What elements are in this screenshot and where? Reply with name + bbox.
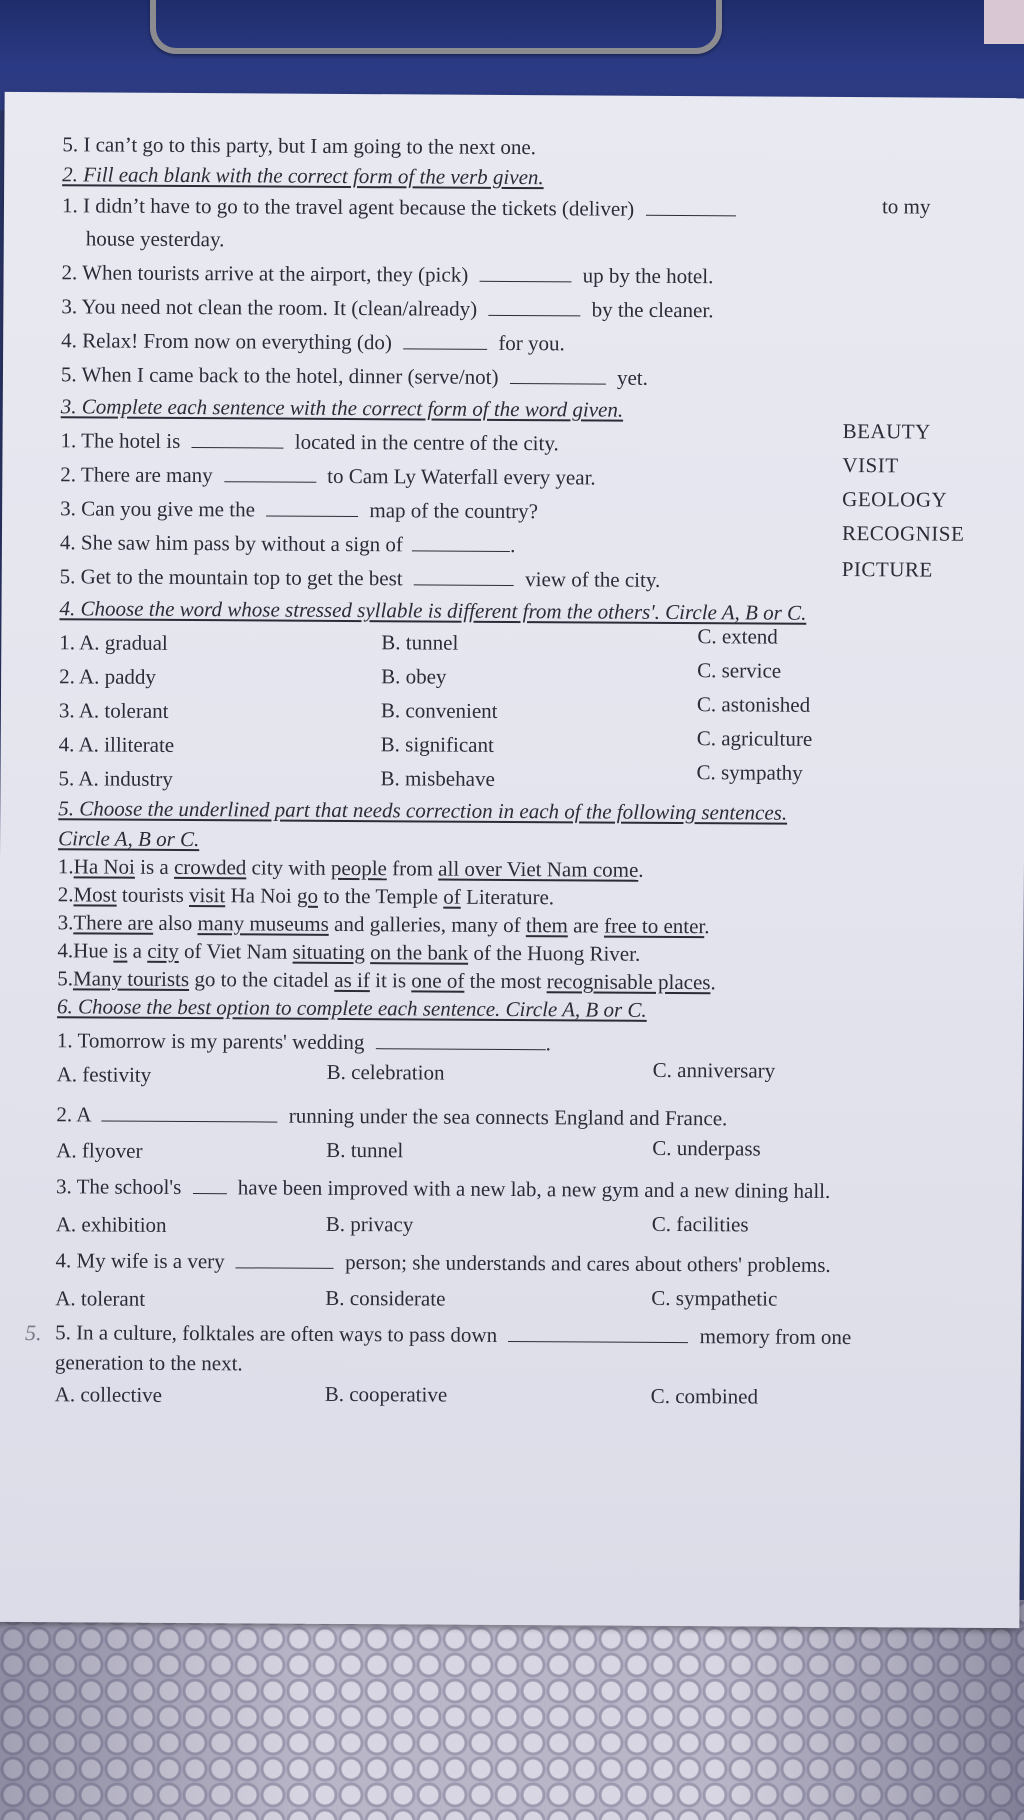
sec4-item-1-c[interactable]: C. extend (697, 624, 778, 649)
underlined-part[interactable]: go (296, 883, 319, 908)
sec2-item-1: 1. I didn’t have to go to the travel agent because the tickets (deliver) (62, 193, 736, 222)
sec6-q2-option-b[interactable]: B. tunnel (326, 1137, 404, 1163)
sec6-q5-cont: generation to the next. (54, 1350, 243, 1376)
word-given-2: VISIT (842, 453, 899, 478)
sec6-q3: 3. The school's have been improved with a new lab, a new gym and a new dining hall. (55, 1174, 831, 1203)
sec4-item-2-a[interactable]: 2. A. paddy (59, 664, 157, 689)
sec4-item-4-c[interactable]: C. agriculture (696, 726, 813, 751)
sec4-item-3-a[interactable]: 3. A. tolerant (58, 698, 169, 723)
underlined-part[interactable]: them (525, 913, 568, 938)
sec6-q4: 4. My wife is a very person; she understands and cares about others' problems. (55, 1248, 831, 1277)
underlined-part[interactable]: visit (188, 883, 226, 908)
section-3-heading: 3. Complete each sentence with the correct form of the word given. (60, 394, 624, 422)
sec6-q5-option-a[interactable]: A. collective (54, 1382, 163, 1407)
sec4-item-4-b[interactable]: B. significant (380, 732, 494, 757)
underlined-part[interactable]: Ha Noi (73, 854, 136, 879)
word-given-4: RECOGNISE (841, 521, 965, 546)
worksheet-paper (0, 92, 1024, 1628)
sec4-item-1-b[interactable]: B. tunnel (381, 630, 459, 655)
sec3-item-3: 3. Can you give me the map of the country? (60, 496, 539, 524)
underlined-part[interactable]: as if (334, 967, 370, 993)
underlined-part[interactable]: There are (73, 910, 154, 935)
section-5-heading: 5. Choose the underlined part that needs correction in each of the following sentences. (58, 796, 788, 825)
answer-blank[interactable] (102, 1102, 278, 1122)
underlined-part[interactable]: one of (411, 968, 465, 993)
sec6-q4-option-a[interactable]: A. tolerant (55, 1286, 146, 1311)
sec3-item-5: 5. Get to the mountain top to get the best view of the city. (59, 564, 661, 592)
sec6-q2-option-c[interactable]: C. underpass (652, 1135, 761, 1161)
answer-blank[interactable] (414, 566, 514, 586)
sec6-q5-option-c[interactable]: C. combined (650, 1383, 759, 1409)
underlined-part[interactable]: people (330, 855, 387, 881)
underlined-part[interactable]: of (443, 884, 461, 909)
answer-blank[interactable] (266, 497, 358, 517)
sec2-item-2: 2. When tourists arrive at the airport, they (pick) up by the hotel. (61, 260, 714, 289)
sec6-q1-option-b[interactable]: B. celebration (326, 1059, 445, 1085)
sec6-q1: 1. Tomorrow is my parents' wedding . (56, 1028, 552, 1056)
underlined-part[interactable]: all over Viet Nam come (438, 856, 639, 882)
underlined-part[interactable]: recognisable places (546, 969, 711, 995)
section-5-heading-cont: Circle A, B or C. (58, 826, 200, 852)
underlined-part[interactable]: many museums (197, 911, 329, 936)
sec2-item-1-cont: house yesterday. (85, 226, 225, 252)
answer-blank[interactable] (510, 365, 606, 385)
sec6-q5: 5. In a culture, folktales are often ways to pass down memory from one (55, 1320, 852, 1350)
underlined-part[interactable]: on the bank (370, 940, 469, 965)
sec3-item-2: 2. There are many to Cam Ly Waterfall every year. (60, 462, 596, 490)
answer-blank[interactable] (645, 197, 735, 217)
answer-blank[interactable] (479, 263, 571, 283)
underlined-part[interactable]: crowded (173, 854, 247, 880)
word-given-3: GEOLOGY (842, 487, 948, 512)
word-given-5: PICTURE (841, 557, 933, 582)
intro-line: 5. I can’t go to this party, but I am going to the next one. (62, 132, 537, 160)
sec4-item-5-b[interactable]: B. misbehave (380, 766, 495, 791)
sec4-item-2-b[interactable]: B. obey (381, 664, 447, 689)
sec6-q3-option-b[interactable]: B. privacy (325, 1211, 414, 1237)
worksheet-content (25, 132, 1022, 1409)
underlined-part[interactable]: Most (73, 882, 117, 907)
sec3-item-1: 1. The hotel is located in the centre of the city. (60, 428, 559, 456)
sec5-sentence-3: 3.There are also many museums and galleries, many of them are free to enter. (57, 910, 710, 939)
sec6-q1-option-c[interactable]: C. anniversary (652, 1057, 776, 1083)
section-2-heading: 2. Fill each blank with the correct form of the verb given. (62, 162, 544, 190)
sec6-q5-option-b[interactable]: B. cooperative (324, 1381, 448, 1407)
sec3-item-4: 4. She saw him pass by without a sign of . (59, 530, 516, 558)
sec6-q4-option-b[interactable]: B. considerate (325, 1285, 446, 1311)
answer-blank[interactable] (508, 1323, 688, 1343)
answer-blank[interactable] (224, 463, 316, 483)
sec2-item-3: 3. You need not clean the room. It (clean/already) by the cleaner. (61, 294, 714, 323)
sec4-item-2-c[interactable]: C. service (697, 658, 782, 683)
underlined-part[interactable]: city (147, 938, 179, 963)
sec6-q2-option-a[interactable]: A. flyover (56, 1138, 143, 1163)
sec4-item-5-c[interactable]: C. sympathy (696, 760, 803, 785)
sec4-item-3-b[interactable]: B. convenient (380, 698, 498, 723)
sec2-item-1-tail: to my (881, 194, 931, 219)
handwritten-mark: 5. (25, 1320, 42, 1346)
sec4-item-4-a[interactable]: 4. A. illiterate (58, 732, 175, 757)
sec5-sentence-2: 2.Most tourists visit Ha Noi go to the Temple of Literature. (57, 882, 555, 910)
underlined-part[interactable]: is (113, 938, 128, 963)
sec6-q3-option-a[interactable]: A. exhibition (55, 1212, 167, 1237)
section-6-heading: 6. Choose the best option to complete each sentence. Circle A, B or C. (57, 994, 647, 1022)
sec4-item-1-a[interactable]: 1. A. gradual (59, 630, 168, 655)
answer-blank[interactable] (488, 297, 580, 317)
sec5-sentence-1: 1.Ha Noi is a crowded city with people from all over Viet Nam come. (57, 854, 644, 882)
answer-blank[interactable] (403, 330, 487, 350)
answer-blank[interactable] (376, 1030, 546, 1050)
answer-blank[interactable] (412, 532, 510, 552)
sec6-q1-option-a[interactable]: A. festivity (56, 1062, 152, 1087)
sec4-item-5-a[interactable]: 5. A. industry (58, 766, 173, 791)
sec6-q2: 2. A running under the sea connects England and France. (56, 1102, 728, 1131)
sec2-item-4: 4. Relax! From now on everything (do) for you. (61, 328, 565, 356)
answer-blank[interactable] (236, 1249, 334, 1269)
underlined-part[interactable]: free to enter (603, 913, 705, 939)
underlined-part[interactable]: situating (292, 939, 366, 965)
sec5-sentence-5: 5.Many tourists go to the citadel as if it is one of the most recognisable places. (57, 966, 716, 995)
answer-blank[interactable] (193, 1175, 227, 1194)
sec6-q3-option-c[interactable]: C. facilities (651, 1211, 749, 1237)
underlined-part[interactable]: Many tourists (72, 966, 190, 992)
sec4-item-3-c[interactable]: C. astonished (696, 692, 811, 717)
sec5-sentence-4: 4.Hue is a city of Viet Nam situating on the bank of the Huong River. (57, 938, 641, 966)
sec2-item-5: 5. When I came back to the hotel, dinner (serve/not) yet. (60, 362, 648, 390)
answer-blank[interactable] (192, 429, 284, 449)
section-4-heading: 4. Choose the word whose stressed syllable is different from the others'. Circle A, B or C. (59, 596, 807, 625)
sec6-q4-option-c[interactable]: C. sympathetic (651, 1285, 778, 1311)
corner-object (984, 0, 1024, 44)
word-given-1: BEAUTY (842, 419, 931, 444)
clipboard-clip (150, 0, 722, 54)
